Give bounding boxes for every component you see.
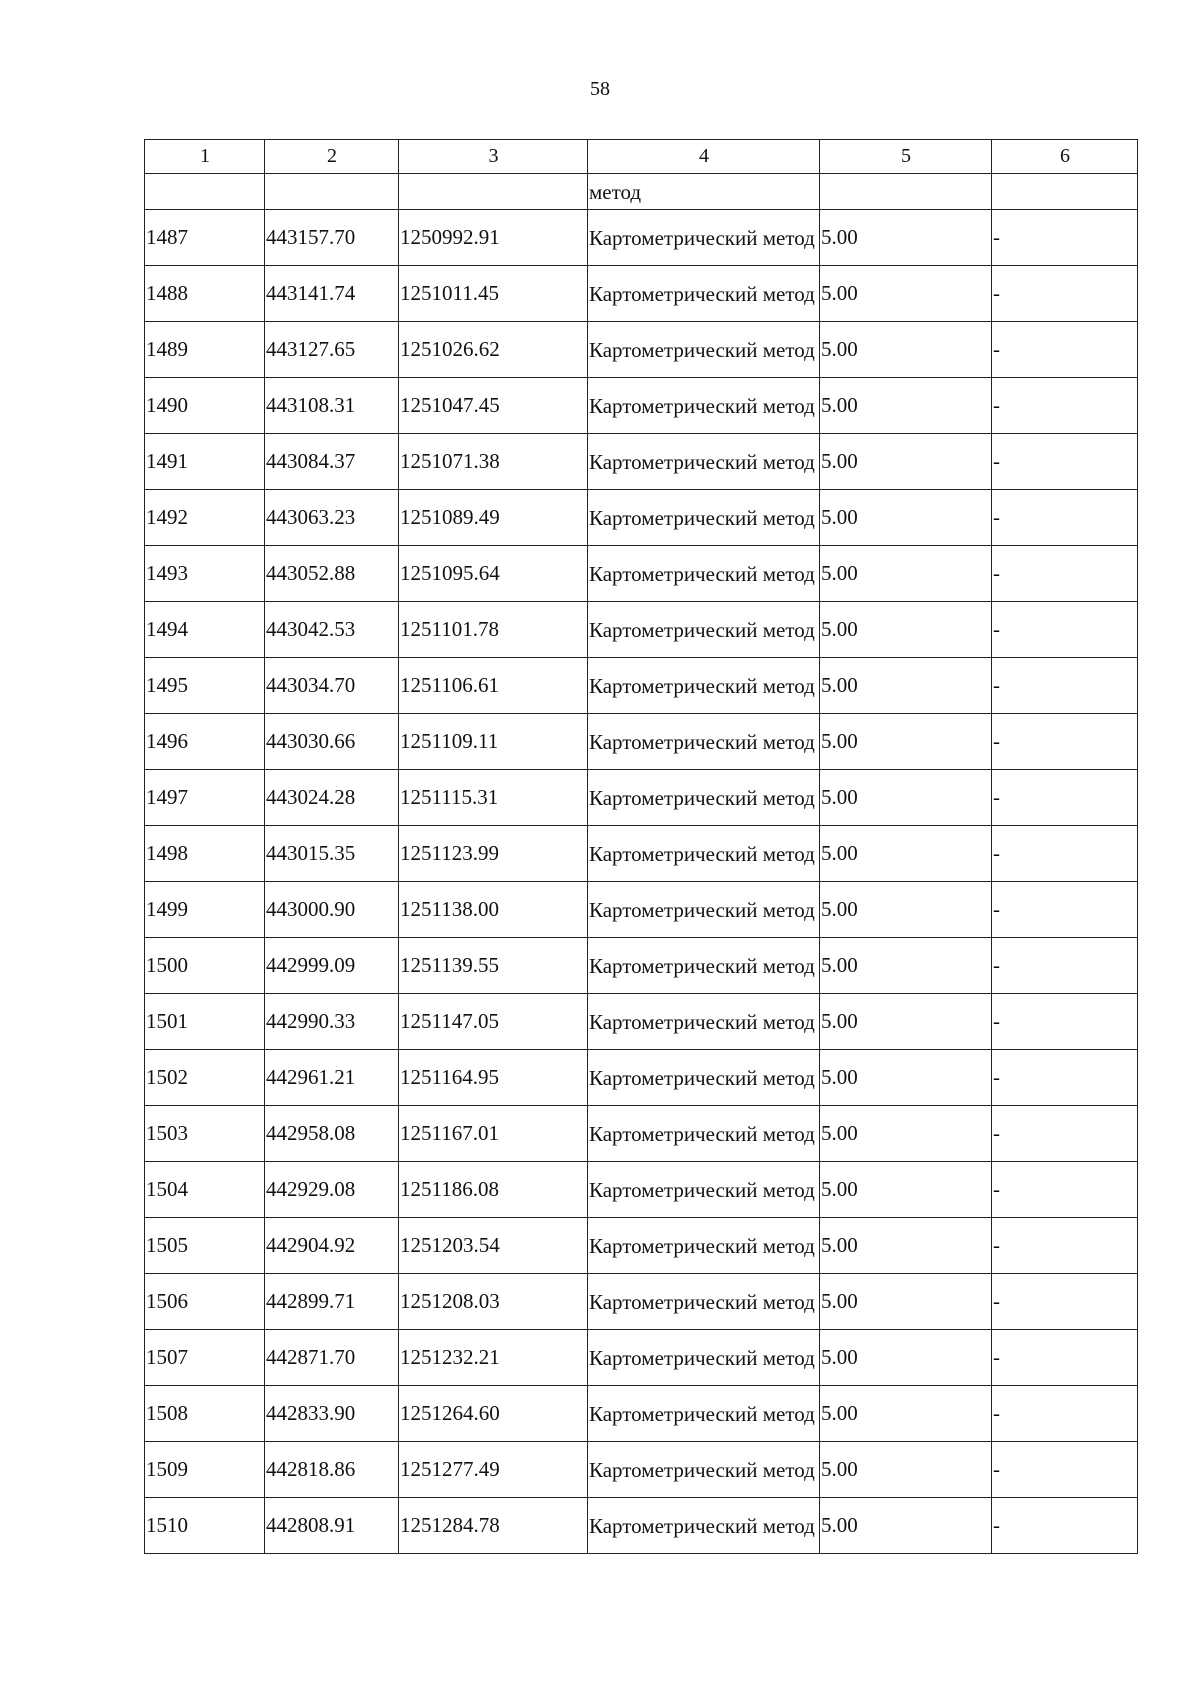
table-row bbox=[145, 714, 1138, 770]
x-coordinate-cell: 442904.92 bbox=[265, 1218, 399, 1274]
header-cell-5: 5 bbox=[820, 140, 992, 174]
header-cell-6: 6 bbox=[992, 140, 1138, 174]
table-row bbox=[145, 1386, 1138, 1442]
table-row bbox=[145, 770, 1138, 826]
x-coordinate-cell: 443030.66 bbox=[265, 714, 399, 770]
note-cell: - bbox=[992, 1106, 1138, 1162]
method-cell: Картометрический метод bbox=[588, 1106, 820, 1162]
header-row bbox=[145, 140, 1138, 174]
header-cell-4: 4 bbox=[588, 140, 820, 174]
method-cell: Картометрический метод bbox=[588, 826, 820, 882]
accuracy-cell: 5.00 bbox=[820, 434, 992, 490]
note-cell: - bbox=[992, 1274, 1138, 1330]
point-number-cell: 1510 bbox=[145, 1498, 265, 1554]
method-cell: Картометрический метод bbox=[588, 1218, 820, 1274]
point-number-cell: 1508 bbox=[145, 1386, 265, 1442]
table-row bbox=[145, 658, 1138, 714]
x-coordinate-cell: 443052.88 bbox=[265, 546, 399, 602]
point-number-cell: 1502 bbox=[145, 1050, 265, 1106]
y-coordinate-cell: 1251026.62 bbox=[399, 322, 588, 378]
x-coordinate-cell: 442990.33 bbox=[265, 994, 399, 1050]
x-coordinate-cell: 442808.91 bbox=[265, 1498, 399, 1554]
table-cell bbox=[399, 174, 588, 210]
x-coordinate-cell: 443127.65 bbox=[265, 322, 399, 378]
method-cell: Картометрический метод bbox=[588, 658, 820, 714]
point-number-cell: 1505 bbox=[145, 1218, 265, 1274]
x-coordinate-cell: 442961.21 bbox=[265, 1050, 399, 1106]
accuracy-cell: 5.00 bbox=[820, 1050, 992, 1106]
y-coordinate-cell: 1251277.49 bbox=[399, 1442, 588, 1498]
accuracy-cell: 5.00 bbox=[820, 210, 992, 266]
method-cell: Картометрический метод bbox=[588, 714, 820, 770]
accuracy-cell: 5.00 bbox=[820, 770, 992, 826]
x-coordinate-cell: 443157.70 bbox=[265, 210, 399, 266]
point-number-cell: 1507 bbox=[145, 1330, 265, 1386]
y-coordinate-cell: 1251203.54 bbox=[399, 1218, 588, 1274]
method-cell: Картометрический метод bbox=[588, 1386, 820, 1442]
page-number: 58 bbox=[590, 78, 610, 100]
method-cell: Картометрический метод bbox=[588, 1330, 820, 1386]
accuracy-cell: 5.00 bbox=[820, 938, 992, 994]
y-coordinate-cell: 1251071.38 bbox=[399, 434, 588, 490]
point-number-cell: 1488 bbox=[145, 266, 265, 322]
y-coordinate-cell: 1251186.08 bbox=[399, 1162, 588, 1218]
method-cell: Картометрический метод bbox=[588, 490, 820, 546]
method-cell: Картометрический метод bbox=[588, 1162, 820, 1218]
y-coordinate-cell: 1251139.55 bbox=[399, 938, 588, 994]
y-coordinate-cell: 1251123.99 bbox=[399, 826, 588, 882]
note-cell: - bbox=[992, 658, 1138, 714]
note-cell: - bbox=[992, 1498, 1138, 1554]
accuracy-cell: 5.00 bbox=[820, 1274, 992, 1330]
note-cell: - bbox=[992, 826, 1138, 882]
x-coordinate-cell: 443000.90 bbox=[265, 882, 399, 938]
table-row bbox=[145, 1498, 1138, 1554]
header-cell-3: 3 bbox=[399, 140, 588, 174]
accuracy-cell: 5.00 bbox=[820, 1386, 992, 1442]
table-row bbox=[145, 1218, 1138, 1274]
note-cell: - bbox=[992, 546, 1138, 602]
x-coordinate-cell: 443042.53 bbox=[265, 602, 399, 658]
y-coordinate-cell: 1251047.45 bbox=[399, 378, 588, 434]
point-number-cell: 1500 bbox=[145, 938, 265, 994]
method-cell: Картометрический метод bbox=[588, 266, 820, 322]
method-cell: Картометрический метод bbox=[588, 1274, 820, 1330]
continuation-row bbox=[145, 174, 1138, 210]
note-cell: - bbox=[992, 882, 1138, 938]
x-coordinate-cell: 443141.74 bbox=[265, 266, 399, 322]
y-coordinate-cell: 1251101.78 bbox=[399, 602, 588, 658]
note-cell: - bbox=[992, 714, 1138, 770]
accuracy-cell: 5.00 bbox=[820, 1498, 992, 1554]
y-coordinate-cell: 1251011.45 bbox=[399, 266, 588, 322]
table-row bbox=[145, 322, 1138, 378]
table-header bbox=[145, 140, 1138, 174]
point-number-cell: 1494 bbox=[145, 602, 265, 658]
x-coordinate-cell: 443015.35 bbox=[265, 826, 399, 882]
note-cell: - bbox=[992, 994, 1138, 1050]
accuracy-cell: 5.00 bbox=[820, 378, 992, 434]
y-coordinate-cell: 1250992.91 bbox=[399, 210, 588, 266]
method-cell: Картометрический метод bbox=[588, 938, 820, 994]
accuracy-cell: 5.00 bbox=[820, 546, 992, 602]
y-coordinate-cell: 1251095.64 bbox=[399, 546, 588, 602]
point-number-cell: 1492 bbox=[145, 490, 265, 546]
note-cell: - bbox=[992, 1386, 1138, 1442]
x-coordinate-cell: 443108.31 bbox=[265, 378, 399, 434]
point-number-cell: 1506 bbox=[145, 1274, 265, 1330]
y-coordinate-cell: 1251147.05 bbox=[399, 994, 588, 1050]
table-row bbox=[145, 266, 1138, 322]
table-cell: метод bbox=[588, 174, 820, 210]
accuracy-cell: 5.00 bbox=[820, 882, 992, 938]
header-cell-2: 2 bbox=[265, 140, 399, 174]
y-coordinate-cell: 1251264.60 bbox=[399, 1386, 588, 1442]
table-row bbox=[145, 938, 1138, 994]
table-row bbox=[145, 434, 1138, 490]
accuracy-cell: 5.00 bbox=[820, 490, 992, 546]
point-number-cell: 1501 bbox=[145, 994, 265, 1050]
accuracy-cell: 5.00 bbox=[820, 1330, 992, 1386]
x-coordinate-cell: 442929.08 bbox=[265, 1162, 399, 1218]
table-cell bbox=[265, 174, 399, 210]
method-cell: Картометрический метод bbox=[588, 210, 820, 266]
note-cell: - bbox=[992, 938, 1138, 994]
method-cell: Картометрический метод bbox=[588, 770, 820, 826]
y-coordinate-cell: 1251106.61 bbox=[399, 658, 588, 714]
table-body bbox=[145, 174, 1138, 1554]
point-number-cell: 1496 bbox=[145, 714, 265, 770]
note-cell: - bbox=[992, 210, 1138, 266]
table-row bbox=[145, 546, 1138, 602]
x-coordinate-cell: 442833.90 bbox=[265, 1386, 399, 1442]
y-coordinate-cell: 1251167.01 bbox=[399, 1106, 588, 1162]
point-number-cell: 1497 bbox=[145, 770, 265, 826]
table-row bbox=[145, 826, 1138, 882]
x-coordinate-cell: 443024.28 bbox=[265, 770, 399, 826]
coordinates-table bbox=[144, 139, 1138, 1554]
y-coordinate-cell: 1251115.31 bbox=[399, 770, 588, 826]
method-cell: Картометрический метод bbox=[588, 322, 820, 378]
accuracy-cell: 5.00 bbox=[820, 658, 992, 714]
point-number-cell: 1489 bbox=[145, 322, 265, 378]
point-number-cell: 1490 bbox=[145, 378, 265, 434]
note-cell: - bbox=[992, 378, 1138, 434]
point-number-cell: 1493 bbox=[145, 546, 265, 602]
x-coordinate-cell: 442818.86 bbox=[265, 1442, 399, 1498]
table-row bbox=[145, 1106, 1138, 1162]
table-cell bbox=[992, 174, 1138, 210]
accuracy-cell: 5.00 bbox=[820, 1162, 992, 1218]
accuracy-cell: 5.00 bbox=[820, 602, 992, 658]
table-row bbox=[145, 1162, 1138, 1218]
accuracy-cell: 5.00 bbox=[820, 994, 992, 1050]
table-row bbox=[145, 1442, 1138, 1498]
table-row bbox=[145, 210, 1138, 266]
accuracy-cell: 5.00 bbox=[820, 714, 992, 770]
method-cell: Картометрический метод bbox=[588, 882, 820, 938]
note-cell: - bbox=[992, 1330, 1138, 1386]
note-cell: - bbox=[992, 266, 1138, 322]
x-coordinate-cell: 442899.71 bbox=[265, 1274, 399, 1330]
x-coordinate-cell: 443034.70 bbox=[265, 658, 399, 714]
table-row bbox=[145, 490, 1138, 546]
accuracy-cell: 5.00 bbox=[820, 826, 992, 882]
y-coordinate-cell: 1251164.95 bbox=[399, 1050, 588, 1106]
table-row bbox=[145, 882, 1138, 938]
note-cell: - bbox=[992, 1442, 1138, 1498]
point-number-cell: 1503 bbox=[145, 1106, 265, 1162]
note-cell: - bbox=[992, 434, 1138, 490]
x-coordinate-cell: 442958.08 bbox=[265, 1106, 399, 1162]
method-cell: Картометрический метод bbox=[588, 602, 820, 658]
table-cell bbox=[145, 174, 265, 210]
note-cell: - bbox=[992, 770, 1138, 826]
accuracy-cell: 5.00 bbox=[820, 1106, 992, 1162]
x-coordinate-cell: 442999.09 bbox=[265, 938, 399, 994]
method-cell: Картометрический метод bbox=[588, 1498, 820, 1554]
accuracy-cell: 5.00 bbox=[820, 266, 992, 322]
method-cell: Картометрический метод bbox=[588, 546, 820, 602]
table-row bbox=[145, 378, 1138, 434]
method-cell: Картометрический метод bbox=[588, 378, 820, 434]
note-cell: - bbox=[992, 490, 1138, 546]
x-coordinate-cell: 443063.23 bbox=[265, 490, 399, 546]
method-cell: Картометрический метод bbox=[588, 1442, 820, 1498]
point-number-cell: 1509 bbox=[145, 1442, 265, 1498]
accuracy-cell: 5.00 bbox=[820, 322, 992, 378]
y-coordinate-cell: 1251284.78 bbox=[399, 1498, 588, 1554]
y-coordinate-cell: 1251089.49 bbox=[399, 490, 588, 546]
point-number-cell: 1498 bbox=[145, 826, 265, 882]
point-number-cell: 1487 bbox=[145, 210, 265, 266]
table-row bbox=[145, 1330, 1138, 1386]
note-cell: - bbox=[992, 1050, 1138, 1106]
method-cell: Картометрический метод bbox=[588, 1050, 820, 1106]
point-number-cell: 1495 bbox=[145, 658, 265, 714]
table-row bbox=[145, 1274, 1138, 1330]
point-number-cell: 1491 bbox=[145, 434, 265, 490]
table-cell bbox=[820, 174, 992, 210]
note-cell: - bbox=[992, 322, 1138, 378]
y-coordinate-cell: 1251138.00 bbox=[399, 882, 588, 938]
y-coordinate-cell: 1251109.11 bbox=[399, 714, 588, 770]
x-coordinate-cell: 442871.70 bbox=[265, 1330, 399, 1386]
header-cell-1: 1 bbox=[145, 140, 265, 174]
y-coordinate-cell: 1251232.21 bbox=[399, 1330, 588, 1386]
accuracy-cell: 5.00 bbox=[820, 1218, 992, 1274]
point-number-cell: 1499 bbox=[145, 882, 265, 938]
table-row bbox=[145, 602, 1138, 658]
method-cell: Картометрический метод bbox=[588, 994, 820, 1050]
accuracy-cell: 5.00 bbox=[820, 1442, 992, 1498]
method-cell: Картометрический метод bbox=[588, 434, 820, 490]
point-number-cell: 1504 bbox=[145, 1162, 265, 1218]
table-row bbox=[145, 1050, 1138, 1106]
note-cell: - bbox=[992, 602, 1138, 658]
note-cell: - bbox=[992, 1218, 1138, 1274]
note-cell: - bbox=[992, 1162, 1138, 1218]
table-row bbox=[145, 994, 1138, 1050]
y-coordinate-cell: 1251208.03 bbox=[399, 1274, 588, 1330]
x-coordinate-cell: 443084.37 bbox=[265, 434, 399, 490]
